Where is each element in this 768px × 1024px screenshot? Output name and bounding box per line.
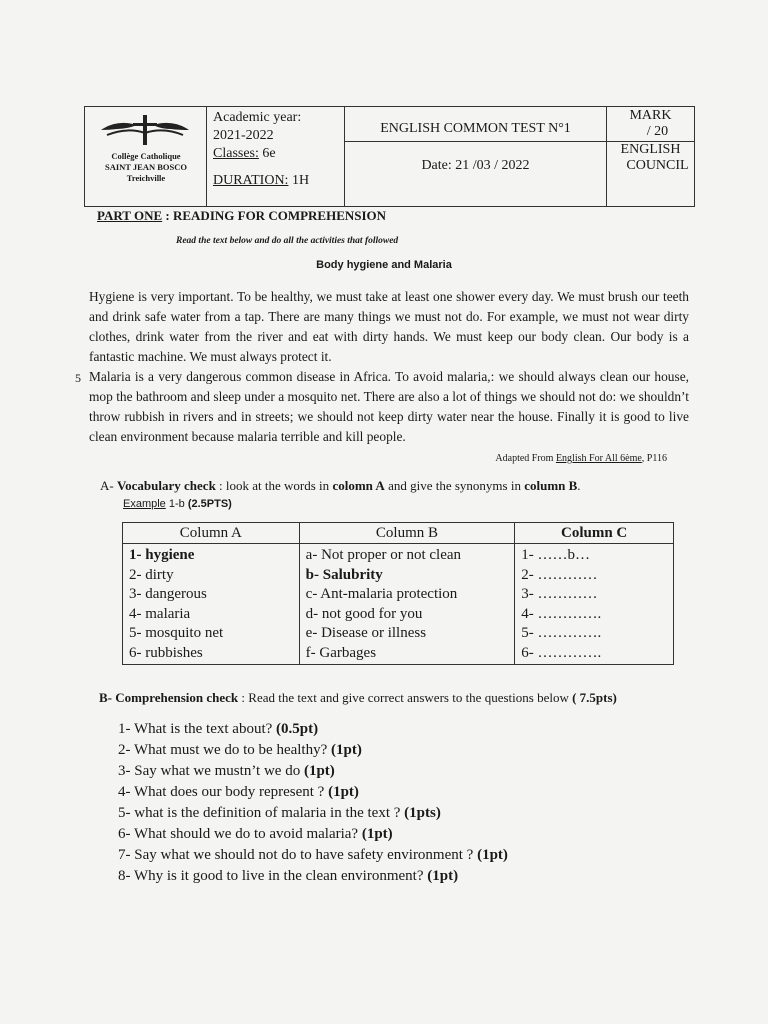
header-table bbox=[84, 106, 695, 207]
cell-col-b: a- Not proper or not clean bbox=[299, 544, 515, 566]
list-item: 2- What must we do to be healthy? (1pt) bbox=[118, 742, 362, 758]
question-list bbox=[118, 719, 508, 887]
cell-col-b: f- Garbages bbox=[299, 644, 515, 664]
part-one-heading: PART ONE : READING FOR COMPREHENSION bbox=[97, 208, 387, 223]
cell-col-a: 4- malaria bbox=[123, 605, 300, 625]
cell-col-c: 1- ……b… bbox=[515, 544, 674, 566]
table-row bbox=[123, 585, 674, 605]
council-line1: ENGLISH bbox=[620, 142, 681, 157]
classes-label: Classes: bbox=[213, 146, 259, 161]
table-row bbox=[123, 566, 674, 586]
table-row bbox=[123, 644, 674, 664]
table-row bbox=[123, 605, 674, 625]
list-item: 7- Say what we should not do to have safety environment ? (1pt) bbox=[118, 847, 508, 863]
academic-year-label: Academic year: bbox=[213, 110, 302, 125]
vocabulary-check-instruction: A- Vocabulary check : look at the words in colomn A and give the synonyms in column B. bbox=[100, 478, 581, 493]
cell-col-b: d- not good for you bbox=[299, 605, 515, 625]
text-title: Body hygiene and Malaria bbox=[316, 259, 452, 271]
academic-year-value: 2021-2022 bbox=[213, 128, 274, 143]
list-item: 8- Why is it good to live in the clean environment? (1pt) bbox=[118, 868, 459, 884]
school-logo-icon bbox=[97, 113, 193, 147]
duration-label: DURATION: bbox=[213, 173, 289, 188]
list-item: 6- What should we do to avoid malaria? (1pt) bbox=[118, 826, 393, 842]
test-date: Date: 21 /03 / 2022 bbox=[345, 142, 607, 206]
cell-col-c: 5- …………. bbox=[515, 624, 674, 644]
list-item: 3- Say what we mustn’t we do (1pt) bbox=[118, 763, 335, 779]
mark-value: / 20 bbox=[646, 124, 669, 139]
cell-col-c: 4- …………. bbox=[515, 605, 674, 625]
cell-col-b: e- Disease or illness bbox=[299, 624, 515, 644]
paragraph-1: Hygiene is very important. To be healthy, we must take at least one shower every day. We must brush our teeth and drink safe water from a tap. There are many things we must not do. For example, we must not wear dirty clothes, drink water from the river and eat with dirty hands. We must keep our body clean. Our body is a fantastic machine. We must always protect it. bbox=[89, 289, 689, 364]
table-row bbox=[123, 624, 674, 644]
paragraph-2: Malaria is a very dangerous common disease in Africa. To avoid malaria,: we should always clean our house, mop the bathroom and sleep under a mosquito net. There are also a lot of things we should not do: we shouldn’t throw rubbish in rivers and in streets; we should not keep dirty water near the house. Finally it is good to live clean environment because malaria terrible and kill people. bbox=[89, 369, 689, 444]
list-item: 4- What does our body represent ? (1pt) bbox=[118, 784, 359, 800]
cell-col-b: c- Ant-malaria protection bbox=[299, 585, 515, 605]
comprehension-check-instruction: B- Comprehension check : Read the text and give correct answers to the questions below ( 7.5pts) bbox=[99, 690, 617, 705]
cell-col-a: 2- dirty bbox=[123, 566, 300, 586]
column-a-header: Column A bbox=[123, 523, 300, 544]
academic-info-cell bbox=[207, 107, 345, 206]
table-header-row bbox=[123, 523, 674, 544]
test-title: ENGLISH COMMON TEST N°1 bbox=[345, 107, 607, 142]
list-item: 5- what is the definition of malaria in the text ? (1pts) bbox=[118, 805, 441, 821]
council-cell bbox=[607, 142, 694, 206]
mark-cell bbox=[607, 107, 694, 142]
column-b-header: Column B bbox=[299, 523, 515, 544]
table-row bbox=[123, 544, 674, 566]
line-number: 5 bbox=[75, 371, 81, 385]
vocabulary-table bbox=[122, 522, 674, 665]
duration-value: 1H bbox=[288, 173, 310, 188]
cell-col-b: b- Salubrity bbox=[299, 566, 515, 586]
cell-col-a: 6- rubbishes bbox=[123, 644, 300, 664]
school-name: Collège Catholique SAINT JEAN BOSCO Treichville bbox=[104, 151, 188, 183]
list-item: 1- What is the text about? (0.5pt) bbox=[118, 721, 319, 737]
cell-col-a: 3- dangerous bbox=[123, 585, 300, 605]
cell-col-c: 2- ………… bbox=[515, 566, 674, 586]
cell-col-c: 6- …………. bbox=[515, 644, 674, 664]
cell-col-a: 1- hygiene bbox=[123, 544, 300, 566]
duration-line bbox=[213, 172, 344, 190]
classes-line bbox=[213, 145, 344, 163]
column-c-header: Column C bbox=[515, 523, 674, 544]
vocabulary-example: Example 1-b (2.5PTS) bbox=[123, 498, 232, 510]
mark-label: MARK bbox=[629, 108, 672, 123]
reading-instruction: Read the text below and do all the activities that followed bbox=[176, 236, 399, 246]
school-logo-cell bbox=[85, 107, 207, 206]
text-source: Adapted From English For All 6ème, P116 bbox=[495, 453, 667, 464]
cell-col-c: 3- ………… bbox=[515, 585, 674, 605]
cell-col-a: 5- mosquito net bbox=[123, 624, 300, 644]
council-line2: COUNCIL bbox=[626, 158, 689, 173]
vocabulary-table-body bbox=[123, 544, 674, 665]
classes-value: 6e bbox=[258, 146, 276, 161]
